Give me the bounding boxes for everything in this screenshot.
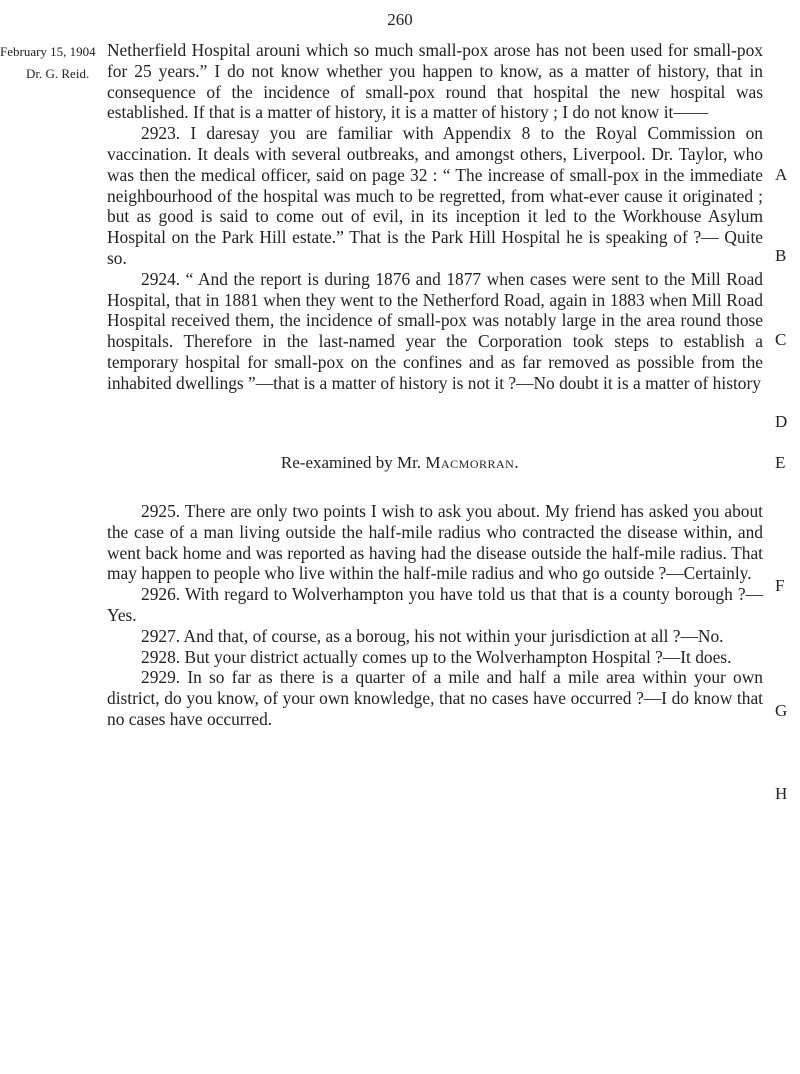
margin-marker: F — [775, 576, 785, 595]
margin-marker: G — [775, 701, 788, 720]
margin-marker: B — [775, 246, 787, 265]
paragraph: 2925. There are only two points I wish to ask you about. My friend has asked you about the case of a man living outside the half-mile radius who contracted the disease within, and went back home and was reported as having had the disease outside the half-mile radius. That may happen to people who live within the half-mile radius and who go outside ?—Certainly. — [107, 501, 763, 584]
paragraph: 2926. With regard to Wolverhampton you have told us that that is a county borough ?—Yes. — [107, 584, 763, 625]
testimony-block-2 — [107, 501, 763, 730]
page-number: 260 — [387, 10, 413, 29]
paragraph: 2924. “ And the report is during 1876 and 1877 when cases were sent to the Mill Road Hospital, that in 1881 when they went to the Netherford Road, again in 1883 when Mill Road Hospital received them, the incidence of small-pox was notably large in the area round those hospitals. Therefore in the last-named year the Corporation took steps to establish a temporary hospital for small-pox on the confines and as far removed as possible from the inhabited dwellings ”—that is a matter of history is not it ?—No doubt it is a matter of history — [107, 268, 763, 393]
testimony-block-1 — [107, 40, 763, 394]
heading-name: Macmorran. — [425, 453, 520, 472]
paragraph: Netherfield Hospital arouni which so much small-pox arose has not been used for small-pox for 25 years.” I do not know whether you happen to know, as a matter of history, that in consequence of the incidence of small-pox round that hospital the new hospital was established. If that is a matter of history, it is a matter of history ; I do not know it—— — [107, 40, 763, 123]
paragraph: 2928. But your district actually comes up to the Wolverhampton Hospital ?—It does. — [141, 646, 732, 667]
margin-marker: C — [775, 330, 787, 349]
margin-marker: H — [775, 784, 788, 803]
margin-marker: D — [775, 412, 788, 431]
margin-witness-name: Dr. G. Reid. — [26, 66, 90, 81]
paragraph: 2923. I daresay you are familiar with Appendix 8 to the Royal Commission on vaccination. It deals with several outbreaks, and amongst others, Liverpool. Dr. Taylor, who was then the medical officer, said on page 32 : “ The increase of small-pox in the immediate neighbourhood of the hospital was much to be regretted, from what-ever cause it originated ; but as good is said to come out of evil, in its inception it led to the Workhouse Asylum Hospital on the Park Hill estate.” That is the Park Hill Hospital he is speaking of ?— Quite so. — [107, 123, 763, 268]
margin-marker: A — [775, 165, 788, 184]
paragraph: 2927. And that, of course, as a boroug, his not within your jurisdiction at all ?—No. — [141, 625, 724, 646]
margin-marker: E — [775, 453, 786, 472]
margin-date: February 15, 1904 — [0, 44, 96, 59]
section-heading — [0, 453, 800, 473]
heading-prefix: Re-examined by Mr. — [280, 453, 422, 472]
paragraph: 2929. In so far as there is a quarter of a mile and half a mile area within your own district, do you know, of your own knowledge, that no cases have occurred ?—I do know that no cases have occurred. — [107, 667, 763, 729]
